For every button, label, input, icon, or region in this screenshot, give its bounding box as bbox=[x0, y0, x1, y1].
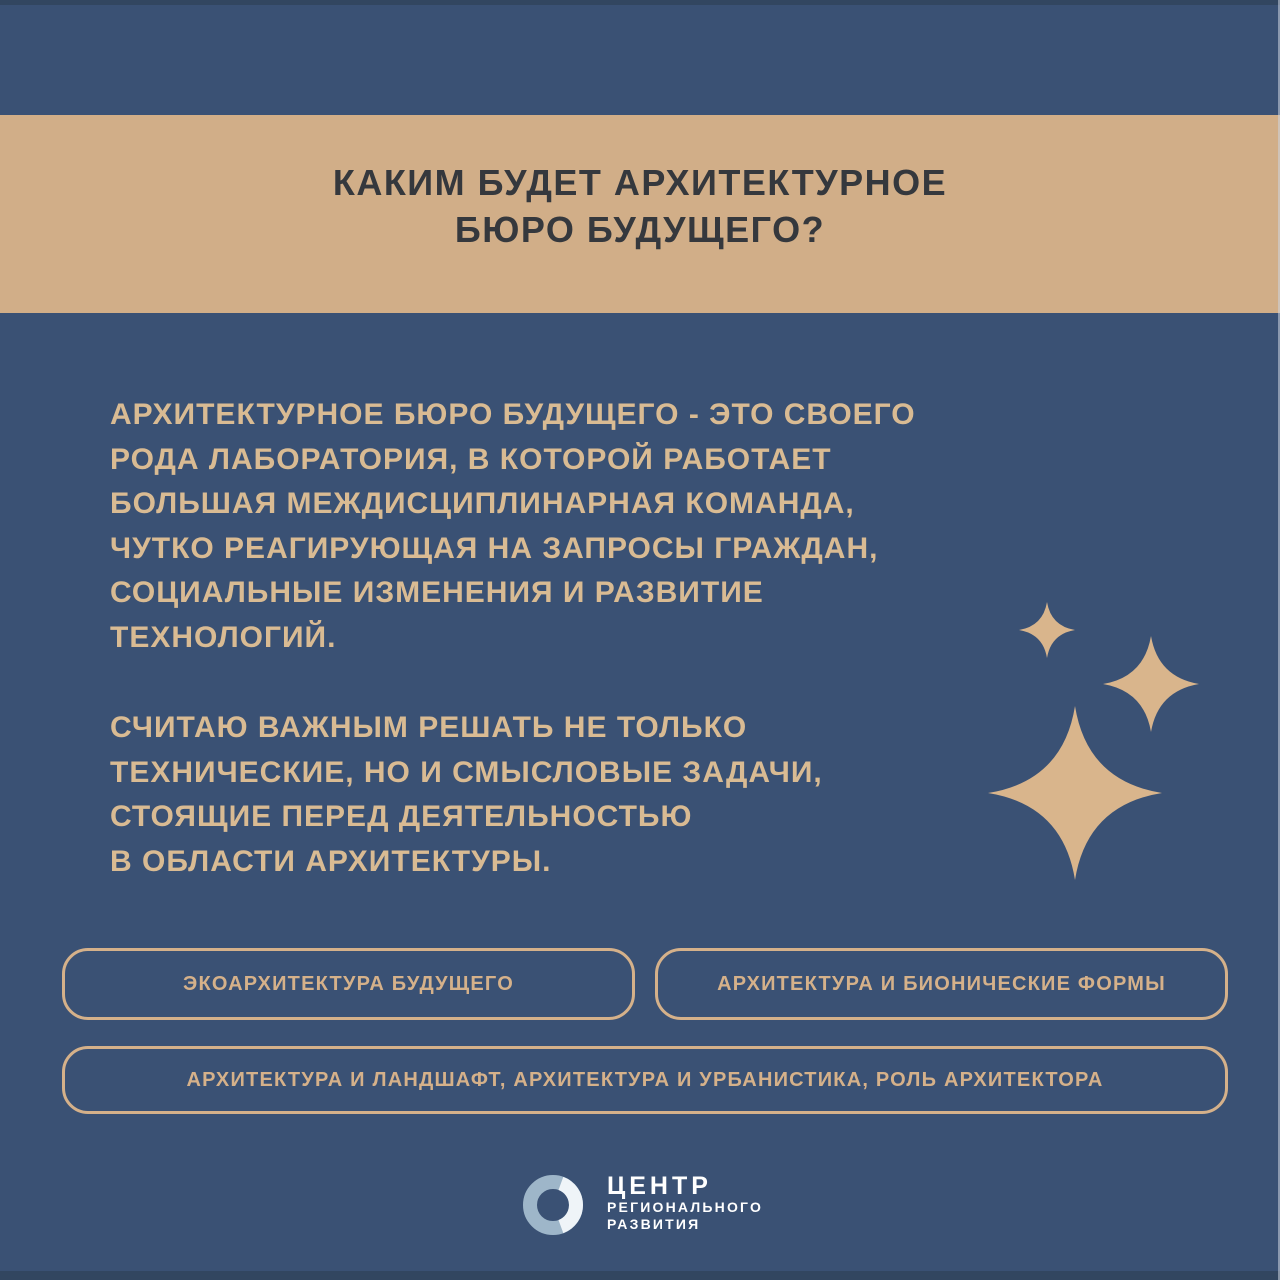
paragraph1-line: АРХИТЕКТУРНОЕ БЮРО БУДУЩЕГО - ЭТО СВОЕГО bbox=[110, 398, 916, 431]
center-regional-development-logo bbox=[515, 1165, 815, 1255]
paragraph2-line: ТЕХНИЧЕСКИЕ, НО И СМЫСЛОВЫЕ ЗАДАЧИ, bbox=[110, 755, 823, 789]
sparkle-icon-small bbox=[1019, 602, 1075, 658]
sparkle-icon-large bbox=[988, 706, 1162, 880]
logo-word-regional: РЕГИОНАЛЬНОГО bbox=[607, 1199, 764, 1215]
sparkle-icon-medium bbox=[1103, 636, 1199, 732]
tag-label: АРХИТЕКТУРА И ЛАНДШАФТ, АРХИТЕКТУРА И УРБАНИСТИКА, РОЛЬ АРХИТЕКТОРА bbox=[186, 1068, 1104, 1091]
tag-button-landscape-urbanism-architect-role[interactable] bbox=[62, 1046, 1228, 1114]
paragraph1-line: БОЛЬШАЯ МЕЖДИСЦИПЛИНАРНАЯ КОМАНДА, bbox=[110, 487, 855, 521]
tag-label: ЭКОАРХИТЕКТУРА БУДУЩЕГО bbox=[183, 972, 514, 995]
paragraph2-line: СТОЯЩИЕ ПЕРЕД ДЕЯТЕЛЬНОСТЬЮ bbox=[110, 800, 693, 834]
tag-button-ecoarchitecture[interactable] bbox=[62, 948, 635, 1020]
top-edge-strip bbox=[0, 0, 1280, 5]
paragraph2-line: СЧИТАЮ ВАЖНЫМ РЕШАТЬ НЕ ТОЛЬКО bbox=[110, 711, 748, 744]
paragraph1-line: ТЕХНОЛОГИЙ. bbox=[110, 620, 337, 654]
paragraph2-line: В ОБЛАСТИ АРХИТЕКТУРЫ. bbox=[110, 844, 552, 878]
tag-button-bionic-forms[interactable] bbox=[655, 948, 1228, 1020]
tag-label: АРХИТЕКТУРА И БИОНИЧЕСКИЕ ФОРМЫ bbox=[717, 972, 1166, 995]
page-title bbox=[0, 159, 1280, 253]
bottom-edge-strip bbox=[0, 1271, 1280, 1280]
logo-word-center: ЦЕНТР bbox=[607, 1172, 712, 1200]
paragraph1-line: ЧУТКО РЕАГИРУЮЩАЯ НА ЗАПРОСЫ ГРАЖДАН, bbox=[110, 531, 879, 565]
paragraph1-line: СОЦИАЛЬНЫЕ ИЗМЕНЕНИЯ И РАЗВИТИЕ bbox=[110, 576, 764, 610]
page-title-line2: БЮРО БУДУЩЕГО? bbox=[454, 209, 826, 250]
page-title-line1: КАКИМ БУДЕТ АРХИТЕКТУРНОЕ bbox=[332, 162, 948, 203]
sparkle-stars-decoration bbox=[960, 560, 1280, 920]
title-banner bbox=[0, 115, 1280, 313]
logo-word-development: РАЗВИТИЯ bbox=[607, 1216, 701, 1232]
paragraph1-line: РОДА ЛАБОРАТОРИЯ, В КОТОРОЙ РАБОТАЕТ bbox=[110, 442, 832, 476]
logo-ring-icon bbox=[515, 1165, 595, 1250]
